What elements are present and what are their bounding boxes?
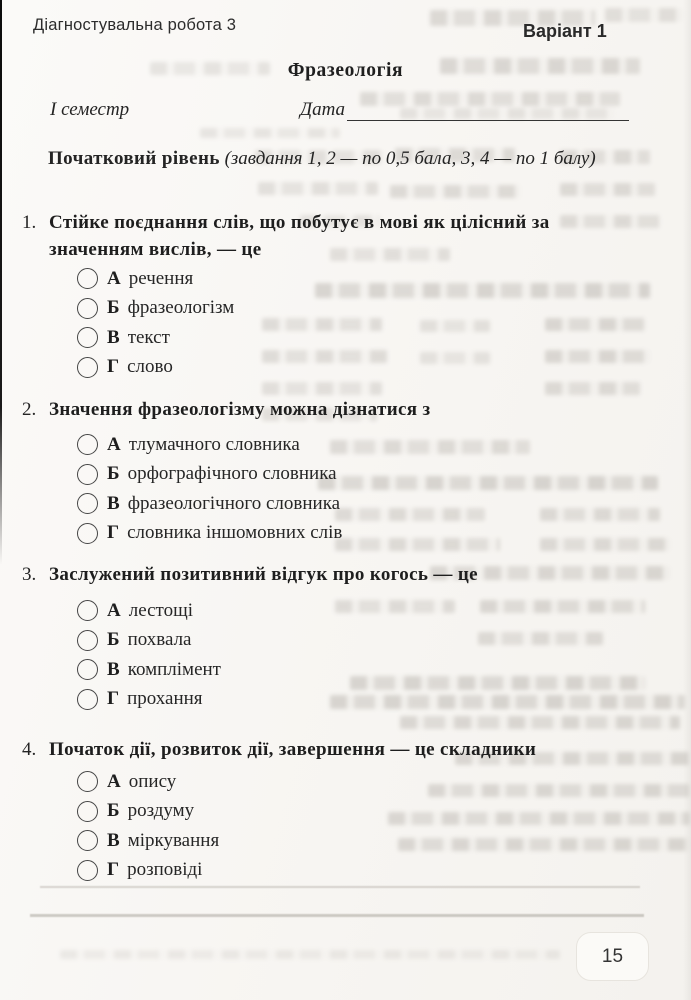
answer-option-g[interactable] bbox=[77, 688, 662, 711]
bleed-through-artifact bbox=[560, 183, 655, 196]
option-letter: А bbox=[107, 599, 121, 621]
option-letter: В bbox=[107, 658, 120, 680]
answer-option-b[interactable] bbox=[77, 629, 662, 652]
option-text: лестощі bbox=[128, 599, 194, 621]
question-number: 3. bbox=[22, 564, 37, 585]
options-list bbox=[77, 433, 662, 545]
option-letter: Б bbox=[107, 800, 120, 821]
answer-option-g[interactable] bbox=[77, 356, 662, 379]
date-blank-line[interactable] bbox=[347, 101, 629, 121]
answer-option-v[interactable] bbox=[77, 492, 662, 515]
option-letter: Б bbox=[107, 629, 120, 650]
option-text: тлумачного словника bbox=[128, 433, 300, 455]
answer-option-a[interactable] bbox=[77, 433, 662, 456]
bleed-through-artifact bbox=[200, 128, 340, 138]
option-text: фразеологічного словника bbox=[127, 492, 341, 514]
option-text: орфографічного словника bbox=[127, 463, 337, 484]
option-text: розповіді bbox=[127, 859, 203, 880]
option-letter: Г bbox=[107, 688, 120, 709]
date-field bbox=[300, 99, 629, 121]
scan-edge-line bbox=[0, 0, 2, 565]
options-list bbox=[77, 770, 662, 882]
answer-circle[interactable] bbox=[77, 830, 98, 851]
options-list bbox=[77, 267, 662, 379]
option-text: фразеологізм bbox=[127, 297, 235, 318]
work-title: Діагностувальна робота 3 bbox=[33, 16, 237, 34]
answer-circle[interactable] bbox=[77, 600, 98, 621]
option-letter: Г bbox=[107, 522, 120, 543]
option-text: прохання bbox=[127, 688, 203, 709]
option-letter: Г bbox=[107, 859, 120, 880]
page-number: 15 bbox=[601, 945, 624, 967]
answer-option-v[interactable] bbox=[77, 658, 662, 681]
option-text: словника іншомовних слів bbox=[127, 522, 343, 543]
answer-circle[interactable] bbox=[77, 860, 98, 881]
question-text: Значення фразеологізму можна дізнатися з bbox=[49, 399, 431, 420]
option-letter: Б bbox=[107, 297, 120, 318]
option-letter: Б bbox=[107, 463, 120, 484]
option-letter: В bbox=[107, 829, 120, 851]
answer-circle[interactable] bbox=[77, 434, 98, 455]
answer-option-a[interactable] bbox=[77, 599, 662, 622]
question-3 bbox=[22, 561, 662, 717]
variant-label: Варіант 1 bbox=[523, 21, 607, 41]
question-text: Стійке поєднання слів, що побутує в мові як цілісний за значенням вислів, — це bbox=[49, 212, 550, 260]
options-list bbox=[77, 599, 662, 711]
bleed-through-artifact bbox=[258, 182, 378, 195]
question-text: Заслужений позитивний відгук про когось — це bbox=[49, 564, 478, 585]
level-title: Початковий рівень bbox=[48, 148, 220, 169]
answer-circle[interactable] bbox=[77, 659, 98, 680]
answer-circle[interactable] bbox=[77, 523, 98, 544]
answer-option-g[interactable] bbox=[77, 522, 662, 545]
option-text: роздуму bbox=[127, 800, 195, 821]
answer-circle[interactable] bbox=[77, 268, 98, 289]
answer-circle[interactable] bbox=[77, 493, 98, 514]
answer-circle[interactable] bbox=[77, 464, 98, 485]
answer-circle[interactable] bbox=[77, 771, 98, 792]
page-number-badge bbox=[576, 932, 649, 981]
answer-circle[interactable] bbox=[77, 689, 98, 710]
answer-circle[interactable] bbox=[77, 298, 98, 319]
scan-edge-shade bbox=[683, 0, 691, 1000]
option-letter: А bbox=[107, 267, 121, 289]
bleed-through-artifact bbox=[390, 185, 520, 198]
answer-option-a[interactable] bbox=[77, 770, 662, 793]
bleed-through-artifact bbox=[605, 8, 683, 22]
option-text: слово bbox=[127, 356, 173, 377]
answer-option-g[interactable] bbox=[77, 859, 662, 882]
option-letter: А bbox=[107, 770, 121, 792]
question-number: 1. bbox=[22, 212, 37, 233]
option-text: міркування bbox=[127, 829, 220, 851]
option-letter: В bbox=[107, 492, 120, 514]
question-text: Початок дії, розвиток дії, завершення — це складники bbox=[49, 739, 537, 760]
answer-circle[interactable] bbox=[77, 357, 98, 378]
option-text: опису bbox=[128, 770, 177, 792]
question-2 bbox=[22, 396, 662, 551]
answer-option-a[interactable] bbox=[77, 267, 662, 290]
option-letter: В bbox=[107, 326, 120, 348]
answer-circle[interactable] bbox=[77, 327, 98, 348]
answer-option-v[interactable] bbox=[77, 326, 662, 349]
bleed-rule bbox=[40, 886, 640, 888]
question-number: 2. bbox=[22, 399, 37, 420]
answer-circle[interactable] bbox=[77, 630, 98, 651]
answer-option-b[interactable] bbox=[77, 800, 662, 823]
semester-label: І семестр bbox=[50, 99, 130, 120]
answer-option-b[interactable] bbox=[77, 463, 662, 486]
bleed-through-artifact bbox=[60, 950, 560, 959]
level-heading bbox=[48, 145, 634, 173]
option-letter: Г bbox=[107, 356, 120, 377]
answer-option-b[interactable] bbox=[77, 297, 662, 320]
answer-circle[interactable] bbox=[77, 801, 98, 822]
page-title: Фразеологія bbox=[287, 60, 404, 81]
option-text: текст bbox=[127, 326, 170, 348]
level-note: (завдання 1, 2 — по 0,5 бала, 3, 4 — по 1 балу) bbox=[224, 148, 596, 169]
date-label: Дата bbox=[300, 99, 346, 120]
bleed-rule bbox=[30, 914, 644, 917]
bleed-through-artifact bbox=[400, 716, 680, 729]
option-text: речення bbox=[128, 267, 194, 289]
option-text: комплімент bbox=[127, 658, 221, 680]
answer-option-v[interactable] bbox=[77, 829, 662, 852]
question-1 bbox=[22, 209, 662, 385]
question-4 bbox=[22, 736, 662, 888]
question-number: 4. bbox=[22, 739, 37, 760]
option-text: похвала bbox=[127, 629, 192, 650]
option-letter: А bbox=[107, 433, 121, 455]
